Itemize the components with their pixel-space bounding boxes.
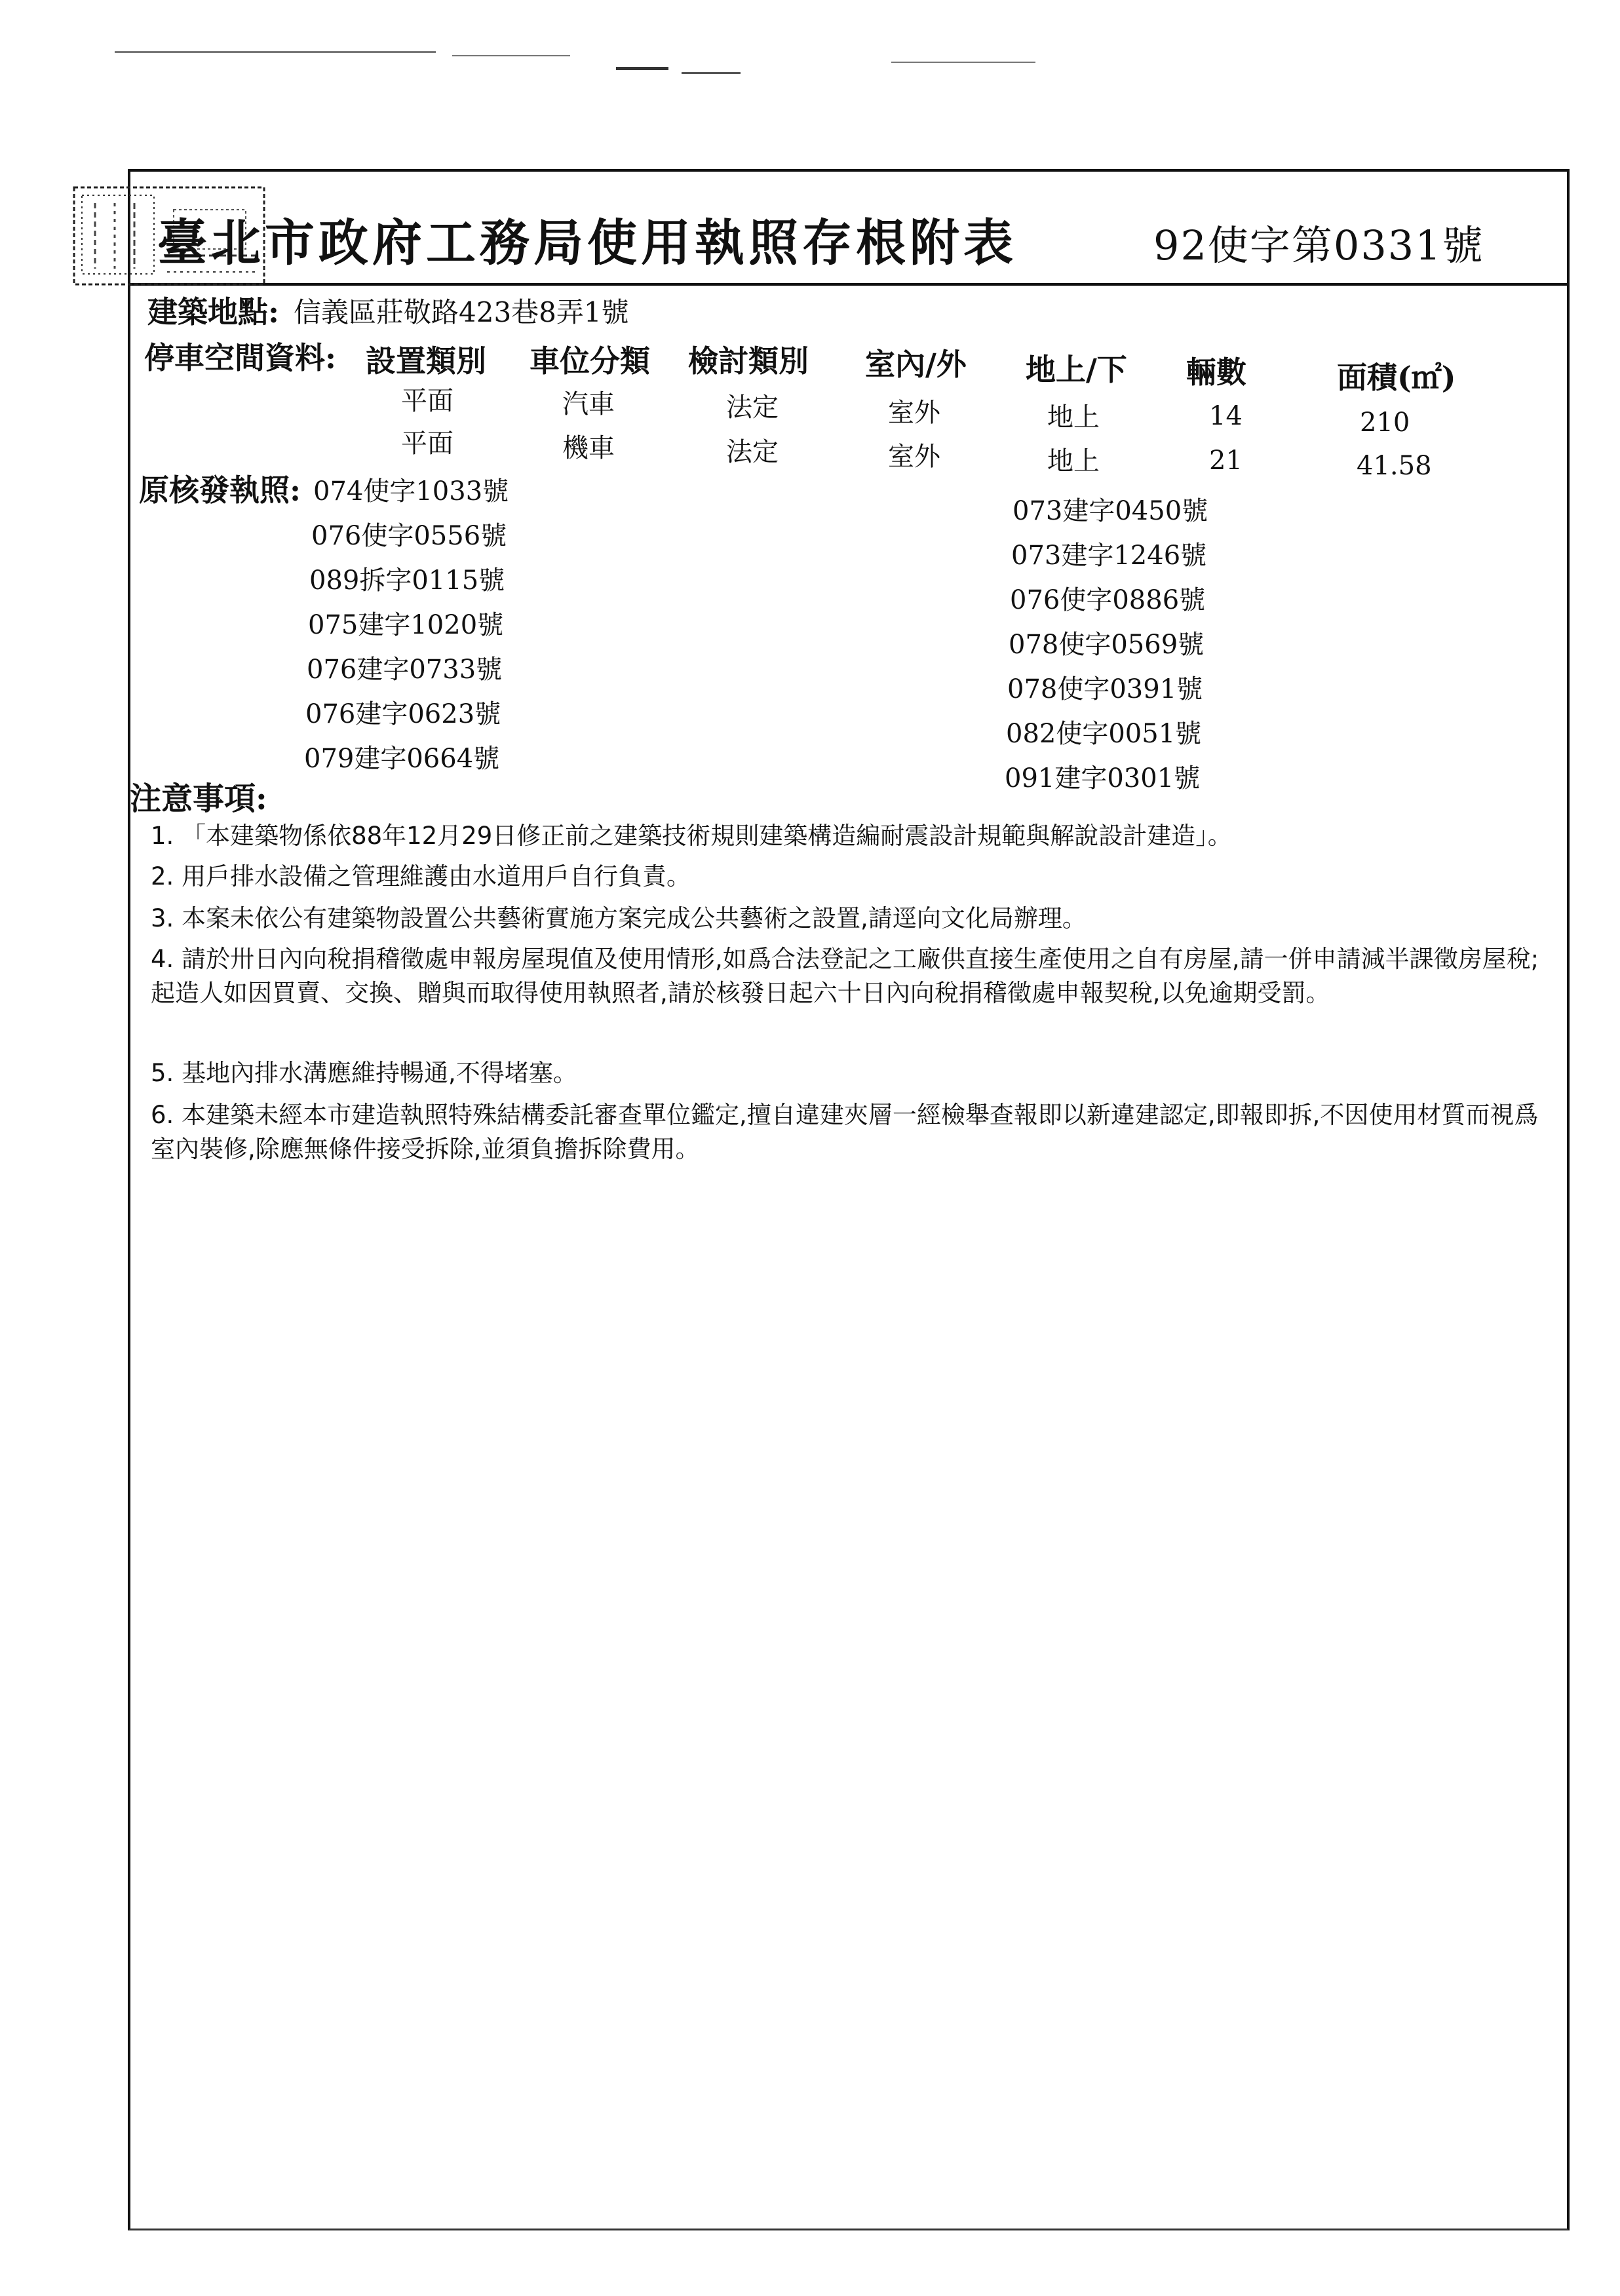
header-divider: [128, 283, 1570, 286]
column-header-area: 面積(㎡): [1337, 360, 1456, 395]
permit-list-item: 091建字0301號: [1005, 763, 1201, 794]
table-cell: 法定: [726, 392, 779, 423]
scan-noise-line: [452, 55, 570, 56]
permit-list-item: 076建字0733號: [307, 655, 503, 685]
table-cell: 法定: [726, 437, 779, 467]
notes-heading: 注意事項:: [130, 780, 267, 817]
table-cell: 21: [1209, 446, 1243, 476]
scan-noise-line: [115, 51, 436, 53]
table-cell: 平面: [401, 429, 453, 459]
table-cell: 地上: [1047, 446, 1100, 476]
note-item-1: 1. 「本建築物係依88年12月29日修正前之建築技術規則建築構造編耐震設計規範與解說設計建造」。: [151, 822, 1232, 850]
permit-list-item: 073建字0450號: [1013, 496, 1208, 526]
permit-list-item: 076建字0623號: [305, 699, 501, 729]
column-header-count: 輛數: [1186, 354, 1246, 390]
note-item-4: 4. 請於卅日內向稅捐稽徵處申報房屋現值及使用情形,如爲合法登記之工廠供直接生產使用之自有房屋,請一併申請減半課徵房屋稅;起造人如因買賣、交換、贈與而取得使用執照者,請於核發日起六十日內向稅捐稽徵處申報契稅,以免逾期受罰。: [151, 945, 1539, 1007]
permit-list-item: 082使字0051號: [1006, 719, 1202, 749]
table-cell: 地上: [1047, 402, 1100, 432]
note-item-3: 3. 本案未依公有建築物設置公共藝術實施方案完成公共藝術之設置,請逕向文化局辦理。: [151, 904, 1087, 932]
note-item-6: 6. 本建築未經本市建造執照特殊結構委託審查單位鑑定,擅自違建夾層一經檢舉查報即以新違建認定,即報即拆,不因使用材質而視爲室內裝修,除應無條件接受拆除,並須負擔拆除費用。: [151, 1101, 1539, 1163]
table-cell: 機車: [562, 433, 615, 463]
note-item-2: 2. 用戶排水設備之管理維護由水道用戶自行負責。: [151, 862, 691, 890]
table-cell: 41.58: [1357, 451, 1432, 481]
column-header-indoor-outdoor: 室內/外: [865, 347, 967, 382]
note-item-5: 5. 基地內排水溝應維持暢通,不得堵塞。: [151, 1059, 577, 1087]
parking-label: 停車空間資料:: [144, 340, 336, 375]
permit-list-item: 076使字0886號: [1010, 585, 1206, 615]
permit-list-item: 075建字1020號: [308, 610, 504, 640]
column-header-setup-type: 設置類別: [366, 343, 486, 379]
permit-list-item: 074使字1033號: [313, 476, 509, 507]
permit-list-item: 076使字0556號: [311, 521, 507, 551]
permit-number: 92使字第0331號: [1153, 221, 1484, 269]
table-cell: 14: [1209, 401, 1243, 431]
table-cell: 汽車: [562, 389, 615, 419]
permit-list-item: 073建字1246號: [1011, 541, 1207, 571]
permit-list-item: 079建字0664號: [304, 744, 500, 774]
table-cell: 室外: [888, 398, 940, 428]
column-header-above-below: 地上/下: [1026, 352, 1127, 387]
permit-list-item: 089拆字0115號: [309, 565, 505, 596]
scan-noise-line: [891, 62, 1035, 63]
column-header-review-type: 檢討類別: [688, 343, 809, 379]
table-cell: 平面: [401, 386, 453, 416]
scan-noise-line: [682, 72, 741, 74]
site-address: 信義區莊敬路423巷8弄1號: [294, 296, 629, 328]
column-header-space-class: 車位分類: [530, 343, 650, 379]
table-cell: 室外: [888, 442, 940, 472]
original-permits-label: 原核發執照:: [139, 472, 301, 508]
table-cell: 210: [1360, 408, 1410, 438]
permit-list-item: 078使字0569號: [1009, 630, 1205, 660]
site-label: 建築地點:: [147, 294, 279, 330]
scan-noise-line: [616, 67, 668, 70]
permit-list-item: 078使字0391號: [1007, 674, 1203, 704]
form-title: 臺北市政府工務局使用執照存根附表: [157, 214, 1017, 272]
